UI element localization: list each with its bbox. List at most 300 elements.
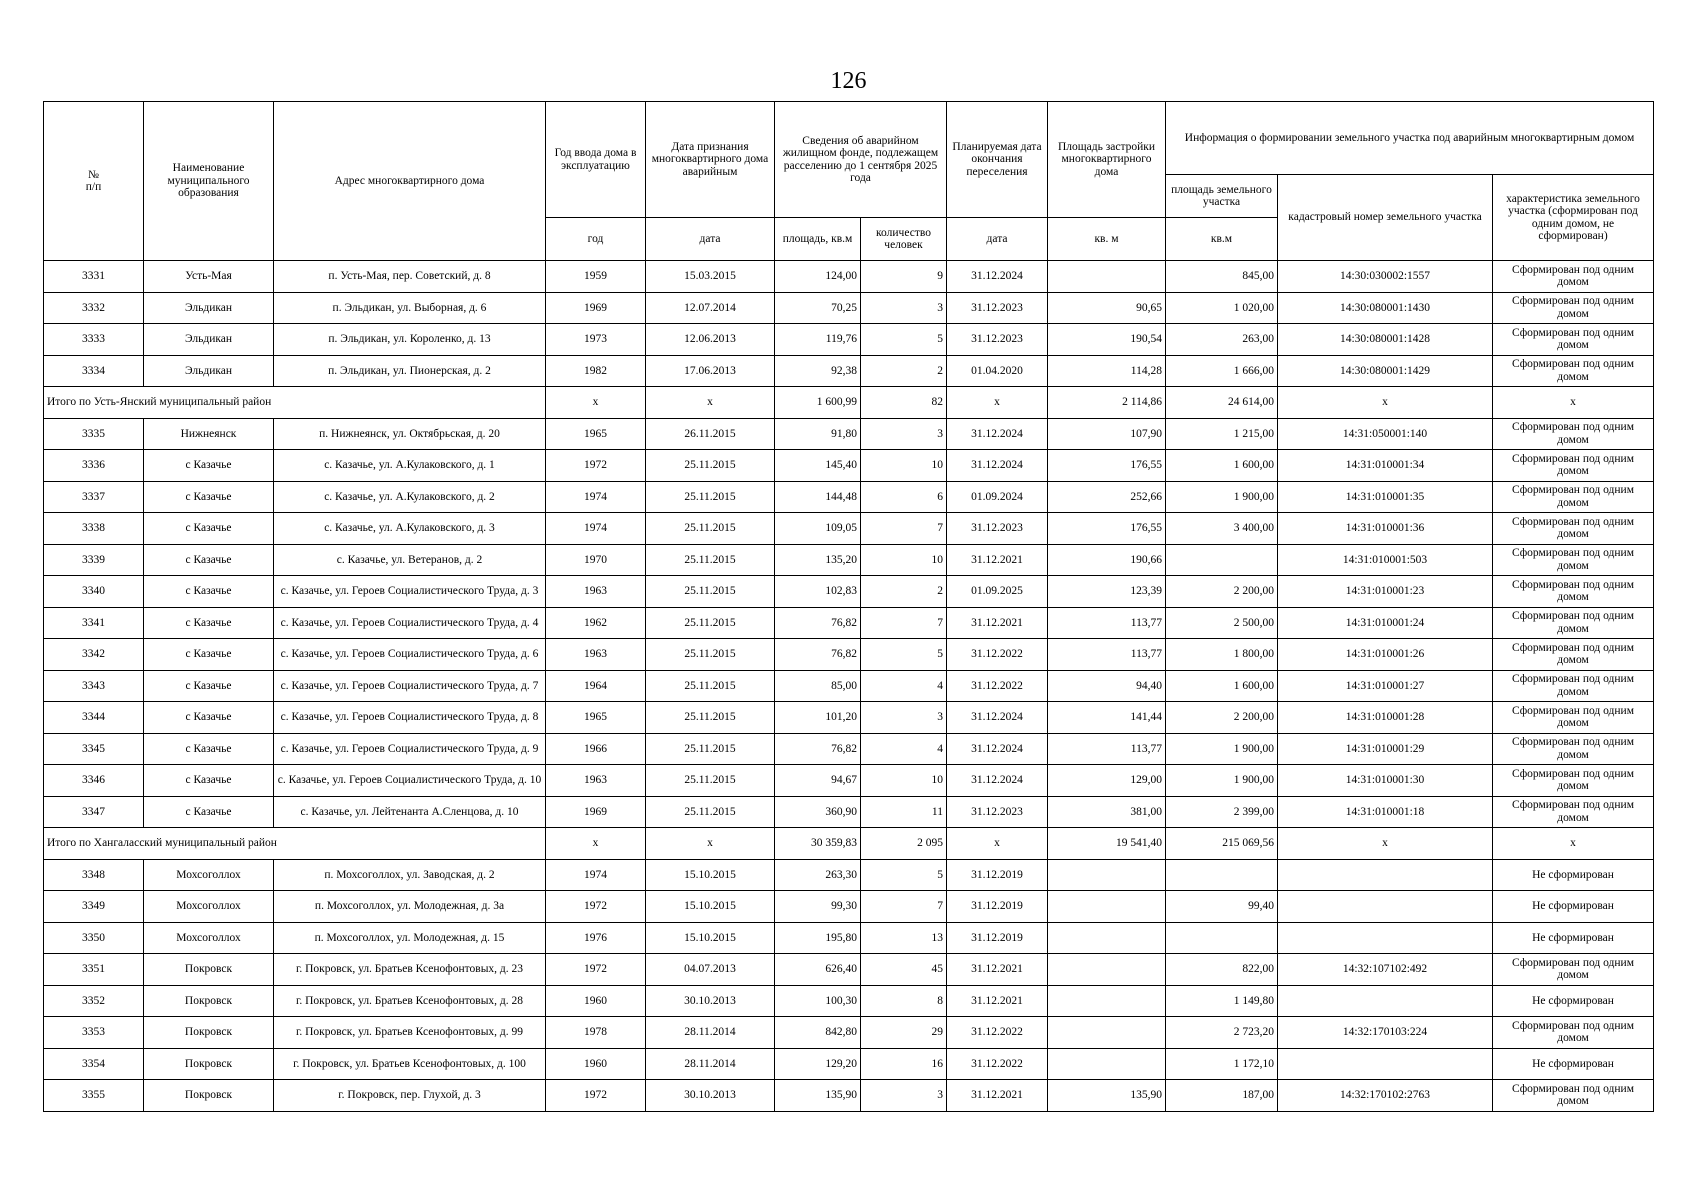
cell-year: 1972 (546, 1080, 646, 1112)
cell-footprint: 113,77 (1048, 639, 1166, 671)
cell-footprint: 94,40 (1048, 670, 1166, 702)
cell-num: 3337 (44, 481, 144, 513)
table-row (44, 859, 1654, 891)
table-row (44, 765, 1654, 797)
cell-date: 28.11.2014 (646, 1017, 775, 1049)
table-row (44, 355, 1654, 387)
cell-land-char: Сформирован под одним домом (1493, 954, 1654, 986)
cell-footprint: 113,77 (1048, 733, 1166, 765)
cell-date: 25.11.2015 (646, 702, 775, 734)
table-row (44, 513, 1654, 545)
cell-land-area: 1 666,00 (1166, 355, 1278, 387)
cell-address: п. Эльдикан, ул. Выборная, д. 6 (274, 292, 546, 324)
cell-area: 124,00 (775, 261, 861, 293)
cell-date: 15.03.2015 (646, 261, 775, 293)
cell-date: 30.10.2013 (646, 985, 775, 1017)
cell-address: г. Покровск, ул. Братьев Ксенофонтовых, д. 23 (274, 954, 546, 986)
cell-municipality: с Казачье (144, 639, 274, 671)
total-label: Итого по Хангаласский муниципальный район (44, 828, 546, 860)
cell-municipality: Покровск (144, 1017, 274, 1049)
cell-land-char: Сформирован под одним домом (1493, 418, 1654, 450)
cell-footprint (1048, 922, 1166, 954)
cell-people: 4 (861, 733, 947, 765)
cell-year: 1960 (546, 1048, 646, 1080)
cell-land-char: Сформирован под одним домом (1493, 607, 1654, 639)
cell-end-date: 31.12.2023 (947, 292, 1048, 324)
cell-address: г. Покровск, ул. Братьев Ксенофонтовых, д. 100 (274, 1048, 546, 1080)
header-footprint: Площадь застройки многоквартирного дома (1048, 102, 1166, 218)
cell-area: 119,76 (775, 324, 861, 356)
cell-end-date: 31.12.2024 (947, 450, 1048, 482)
cell-year: 1962 (546, 607, 646, 639)
cell-date: 25.11.2015 (646, 450, 775, 482)
cell-date: 25.11.2015 (646, 733, 775, 765)
cell-area: 100,30 (775, 985, 861, 1017)
cell-municipality: Эльдикан (144, 324, 274, 356)
cell-year: x (546, 387, 646, 419)
cell-area: 1 600,99 (775, 387, 861, 419)
header-num: № п/п (44, 102, 144, 261)
table-row (44, 891, 1654, 923)
cell-year: 1963 (546, 576, 646, 608)
cell-cadastral: 14:30:080001:1428 (1278, 324, 1493, 356)
cell-address: с. Казачье, ул. Героев Социалистического Труда, д. 10 (274, 765, 546, 797)
cell-land-area: 187,00 (1166, 1080, 1278, 1112)
cell-address: п. Мохсоголлох, ул. Заводская, д. 2 (274, 859, 546, 891)
cell-num: 3353 (44, 1017, 144, 1049)
cell-date: x (646, 828, 775, 860)
cell-date: 15.10.2015 (646, 922, 775, 954)
cell-area: 842,80 (775, 1017, 861, 1049)
cell-num: 3345 (44, 733, 144, 765)
cell-address: г. Покровск, пер. Глухой, д. 3 (274, 1080, 546, 1112)
cell-municipality: Покровск (144, 985, 274, 1017)
cell-municipality: Покровск (144, 1080, 274, 1112)
cell-area: 30 359,83 (775, 828, 861, 860)
table-row (44, 1048, 1654, 1080)
cell-num: 3349 (44, 891, 144, 923)
cell-year: 1982 (546, 355, 646, 387)
cell-cadastral: x (1278, 828, 1493, 860)
cell-area: 263,30 (775, 859, 861, 891)
cell-num: 3338 (44, 513, 144, 545)
cell-date: 25.11.2015 (646, 607, 775, 639)
cell-address: с. Казачье, ул. Героев Социалистического Труда, д. 4 (274, 607, 546, 639)
cell-address: с. Казачье, ул. Лейтенанта А.Сленцова, д. 10 (274, 796, 546, 828)
cell-area: 145,40 (775, 450, 861, 482)
cell-address: с. Казачье, ул. А.Кулаковского, д. 1 (274, 450, 546, 482)
table-row (44, 544, 1654, 576)
cell-land-char: Сформирован под одним домом (1493, 670, 1654, 702)
cell-address: с. Казачье, ул. Героев Социалистического Труда, д. 7 (274, 670, 546, 702)
cell-land-char: Сформирован под одним домом (1493, 481, 1654, 513)
cell-num: 3336 (44, 450, 144, 482)
cell-year: 1960 (546, 985, 646, 1017)
cell-end-date: 31.12.2022 (947, 639, 1048, 671)
cell-footprint: 176,55 (1048, 513, 1166, 545)
cell-end-date: 31.12.2021 (947, 607, 1048, 639)
cell-year: 1974 (546, 481, 646, 513)
cell-people: 13 (861, 922, 947, 954)
cell-address: п. Нижнеянск, ул. Октябрьская, д. 20 (274, 418, 546, 450)
cell-num: 3343 (44, 670, 144, 702)
cell-end-date: 31.12.2024 (947, 702, 1048, 734)
cell-municipality: с Казачье (144, 576, 274, 608)
cell-year: 1970 (546, 544, 646, 576)
cell-date: 30.10.2013 (646, 1080, 775, 1112)
cell-cadastral: 14:31:010001:24 (1278, 607, 1493, 639)
cell-end-date: 31.12.2022 (947, 1048, 1048, 1080)
cell-end-date: 31.12.2019 (947, 891, 1048, 923)
unit-sqm2: кв.м (1166, 218, 1278, 261)
cell-year: 1972 (546, 891, 646, 923)
cell-end-date: 31.12.2021 (947, 985, 1048, 1017)
unit-date: дата (646, 218, 775, 261)
cell-num: 3339 (44, 544, 144, 576)
cell-area: 102,83 (775, 576, 861, 608)
cell-num: 3347 (44, 796, 144, 828)
cell-end-date: 31.12.2024 (947, 765, 1048, 797)
cell-people: 7 (861, 513, 947, 545)
cell-people: 11 (861, 796, 947, 828)
cell-address: г. Покровск, ул. Братьев Ксенофонтовых, д. 28 (274, 985, 546, 1017)
cell-area: 135,90 (775, 1080, 861, 1112)
cell-footprint: 113,77 (1048, 607, 1166, 639)
cell-num: 3333 (44, 324, 144, 356)
table-row (44, 607, 1654, 639)
cell-footprint (1048, 261, 1166, 293)
cell-area: 101,20 (775, 702, 861, 734)
table-row (44, 576, 1654, 608)
cell-footprint: 90,65 (1048, 292, 1166, 324)
cell-end-date: 31.12.2019 (947, 922, 1048, 954)
table-row (44, 1080, 1654, 1112)
cell-year: 1978 (546, 1017, 646, 1049)
table-row (44, 670, 1654, 702)
cell-cadastral (1278, 859, 1493, 891)
cell-num: 3354 (44, 1048, 144, 1080)
cell-land-area: 845,00 (1166, 261, 1278, 293)
cell-year: 1974 (546, 859, 646, 891)
cell-date: 25.11.2015 (646, 670, 775, 702)
cell-area: 360,90 (775, 796, 861, 828)
cell-footprint: 135,90 (1048, 1080, 1166, 1112)
cell-people: 5 (861, 639, 947, 671)
table-row (44, 261, 1654, 293)
cell-area: 94,67 (775, 765, 861, 797)
cell-num: 3351 (44, 954, 144, 986)
table-row (44, 702, 1654, 734)
cell-num: 3344 (44, 702, 144, 734)
cell-year: 1974 (546, 513, 646, 545)
cell-date: 26.11.2015 (646, 418, 775, 450)
cell-land-area: 1 172,10 (1166, 1048, 1278, 1080)
cell-land-area: 1 900,00 (1166, 481, 1278, 513)
cell-land-area: 1 900,00 (1166, 765, 1278, 797)
cell-cadastral: 14:31:010001:34 (1278, 450, 1493, 482)
cell-land-char: Сформирован под одним домом (1493, 513, 1654, 545)
header-municipality: Наименование муниципального образования (144, 102, 274, 261)
cell-people: 2 (861, 355, 947, 387)
cell-land-char: Не сформирован (1493, 985, 1654, 1017)
cell-area: 76,82 (775, 733, 861, 765)
table-body (44, 261, 1654, 1112)
cell-people: 10 (861, 544, 947, 576)
cell-end-date: 31.12.2021 (947, 1080, 1048, 1112)
cell-footprint: 141,44 (1048, 702, 1166, 734)
cell-area: 85,00 (775, 670, 861, 702)
cell-land-area: 24 614,00 (1166, 387, 1278, 419)
cell-address: п. Усть-Мая, пер. Советский, д. 8 (274, 261, 546, 293)
cell-cadastral: 14:30:080001:1430 (1278, 292, 1493, 324)
cell-end-date: 31.12.2023 (947, 796, 1048, 828)
cell-footprint: 190,66 (1048, 544, 1166, 576)
table-row (44, 639, 1654, 671)
cell-land-char: Сформирован под одним домом (1493, 576, 1654, 608)
cell-address: п. Эльдикан, ул. Короленко, д. 13 (274, 324, 546, 356)
cell-year: 1966 (546, 733, 646, 765)
cell-address: с. Казачье, ул. Героев Социалистического Труда, д. 8 (274, 702, 546, 734)
cell-num: 3350 (44, 922, 144, 954)
header-year-built: Год ввода дома в эксплуатацию (546, 102, 646, 218)
unit-sqm: кв. м (1048, 218, 1166, 261)
table-row (44, 796, 1654, 828)
table-row (44, 324, 1654, 356)
cell-land-char: Сформирован под одним домом (1493, 292, 1654, 324)
header-land-area: площадь земельного участка (1166, 175, 1278, 218)
cell-year: 1976 (546, 922, 646, 954)
cell-land-char: Сформирован под одним домом (1493, 796, 1654, 828)
cell-end-date: x (947, 828, 1048, 860)
cell-area: 135,20 (775, 544, 861, 576)
cell-area: 70,25 (775, 292, 861, 324)
cell-land-char: Сформирован под одним домом (1493, 355, 1654, 387)
cell-cadastral: 14:32:170103:224 (1278, 1017, 1493, 1049)
cell-area: 195,80 (775, 922, 861, 954)
cell-num: 3341 (44, 607, 144, 639)
cell-land-area: 1 600,00 (1166, 670, 1278, 702)
table-header (44, 102, 1654, 261)
cell-municipality: с Казачье (144, 544, 274, 576)
cell-end-date: x (947, 387, 1048, 419)
unit-people: количество человек (861, 218, 947, 261)
cell-footprint (1048, 1017, 1166, 1049)
table-row (44, 481, 1654, 513)
cell-date: 15.10.2015 (646, 859, 775, 891)
emergency-housing-table (43, 101, 1654, 1112)
cell-cadastral: 14:30:080001:1429 (1278, 355, 1493, 387)
cell-date: 25.11.2015 (646, 765, 775, 797)
cell-date: 15.10.2015 (646, 891, 775, 923)
table-row (44, 450, 1654, 482)
cell-num: 3331 (44, 261, 144, 293)
cell-land-char: Сформирован под одним домом (1493, 450, 1654, 482)
cell-land-area: 2 500,00 (1166, 607, 1278, 639)
cell-people: 3 (861, 702, 947, 734)
table-row (44, 418, 1654, 450)
cell-date: 25.11.2015 (646, 544, 775, 576)
cell-end-date: 31.12.2024 (947, 261, 1048, 293)
cell-date: 25.11.2015 (646, 513, 775, 545)
cell-area: 76,82 (775, 639, 861, 671)
cell-cadastral: 14:31:050001:140 (1278, 418, 1493, 450)
cell-land-area: 1 800,00 (1166, 639, 1278, 671)
cell-cadastral: 14:31:010001:503 (1278, 544, 1493, 576)
cell-area: 99,30 (775, 891, 861, 923)
table-row (44, 733, 1654, 765)
cell-date: 12.06.2013 (646, 324, 775, 356)
cell-end-date: 31.12.2024 (947, 418, 1048, 450)
cell-people: 82 (861, 387, 947, 419)
cell-end-date: 31.12.2022 (947, 670, 1048, 702)
cell-municipality: с Казачье (144, 702, 274, 734)
cell-year: 1965 (546, 418, 646, 450)
cell-municipality: с Казачье (144, 607, 274, 639)
cell-year: 1964 (546, 670, 646, 702)
cell-land-area: 99,40 (1166, 891, 1278, 923)
cell-cadastral: 14:32:107102:492 (1278, 954, 1493, 986)
cell-municipality: Мохсоголлох (144, 891, 274, 923)
cell-footprint: 107,90 (1048, 418, 1166, 450)
cell-end-date: 31.12.2021 (947, 954, 1048, 986)
cell-municipality: Эльдикан (144, 292, 274, 324)
cell-cadastral: 14:31:010001:29 (1278, 733, 1493, 765)
cell-municipality: с Казачье (144, 481, 274, 513)
cell-land-area: 822,00 (1166, 954, 1278, 986)
cell-date: 25.11.2015 (646, 796, 775, 828)
cell-cadastral (1278, 922, 1493, 954)
table-row (44, 1017, 1654, 1049)
cell-cadastral: 14:31:010001:27 (1278, 670, 1493, 702)
cell-cadastral: 14:31:010001:36 (1278, 513, 1493, 545)
cell-land-char: Не сформирован (1493, 1048, 1654, 1080)
cell-footprint: 176,55 (1048, 450, 1166, 482)
cell-land-char: Сформирован под одним домом (1493, 261, 1654, 293)
cell-cadastral: 14:31:010001:30 (1278, 765, 1493, 797)
cell-end-date: 31.12.2021 (947, 544, 1048, 576)
cell-end-date: 31.12.2023 (947, 324, 1048, 356)
header-planned-end: Планируемая дата окончания переселения (947, 102, 1048, 218)
cell-municipality: с Казачье (144, 513, 274, 545)
cell-people: 3 (861, 292, 947, 324)
cell-address: п. Мохсоголлох, ул. Молодежная, д. 15 (274, 922, 546, 954)
cell-date: 12.07.2014 (646, 292, 775, 324)
cell-date: 25.11.2015 (646, 576, 775, 608)
cell-address: п. Эльдикан, ул. Пионерская, д. 2 (274, 355, 546, 387)
cell-municipality: с Казачье (144, 796, 274, 828)
cell-address: с. Казачье, ул. Героев Социалистического Труда, д. 9 (274, 733, 546, 765)
cell-address: с. Казачье, ул. Ветеранов, д. 2 (274, 544, 546, 576)
cell-num: 3340 (44, 576, 144, 608)
cell-land-area: 3 400,00 (1166, 513, 1278, 545)
cell-year: x (546, 828, 646, 860)
cell-people: 10 (861, 765, 947, 797)
cell-end-date: 01.09.2024 (947, 481, 1048, 513)
cell-people: 45 (861, 954, 947, 986)
cell-footprint: 252,66 (1048, 481, 1166, 513)
cell-date: x (646, 387, 775, 419)
cell-land-area: 2 399,00 (1166, 796, 1278, 828)
cell-cadastral (1278, 985, 1493, 1017)
cell-people: 6 (861, 481, 947, 513)
cell-people: 7 (861, 891, 947, 923)
cell-year: 1963 (546, 765, 646, 797)
cell-people: 3 (861, 1080, 947, 1112)
cell-municipality: Эльдикан (144, 355, 274, 387)
cell-num: 3355 (44, 1080, 144, 1112)
header-emergency-date: Дата признания многоквартирного дома аварийным (646, 102, 775, 218)
cell-end-date: 31.12.2019 (947, 859, 1048, 891)
cell-footprint (1048, 985, 1166, 1017)
cell-address: с. Казачье, ул. А.Кулаковского, д. 2 (274, 481, 546, 513)
cell-year: 1973 (546, 324, 646, 356)
cell-cadastral: x (1278, 387, 1493, 419)
cell-land-char: Не сформирован (1493, 891, 1654, 923)
cell-municipality: с Казачье (144, 670, 274, 702)
cell-end-date: 01.09.2025 (947, 576, 1048, 608)
cell-land-area: 2 200,00 (1166, 576, 1278, 608)
cell-footprint: 19 541,40 (1048, 828, 1166, 860)
cell-municipality: Нижнеянск (144, 418, 274, 450)
cell-date: 17.06.2013 (646, 355, 775, 387)
cell-land-char: Не сформирован (1493, 922, 1654, 954)
cell-people: 16 (861, 1048, 947, 1080)
table-row (44, 954, 1654, 986)
cell-footprint: 190,54 (1048, 324, 1166, 356)
cell-land-area: 263,00 (1166, 324, 1278, 356)
cell-municipality: Покровск (144, 954, 274, 986)
cell-address: с. Казачье, ул. Героев Социалистического Труда, д. 6 (274, 639, 546, 671)
cell-year: 1965 (546, 702, 646, 734)
cell-people: 3 (861, 418, 947, 450)
cell-year: 1969 (546, 292, 646, 324)
cell-year: 1972 (546, 450, 646, 482)
cell-cadastral: 14:30:030002:1557 (1278, 261, 1493, 293)
cell-land-char: Сформирован под одним домом (1493, 765, 1654, 797)
cell-footprint: 2 114,86 (1048, 387, 1166, 419)
cell-end-date: 31.12.2022 (947, 1017, 1048, 1049)
cell-cadastral: 14:31:010001:35 (1278, 481, 1493, 513)
cell-footprint: 381,00 (1048, 796, 1166, 828)
cell-people: 5 (861, 859, 947, 891)
cell-year: 1963 (546, 639, 646, 671)
header-housing-info: Сведения об аварийном жилищном фонде, подлежащем расселению до 1 сентября 2025 года (775, 102, 947, 218)
cell-footprint (1048, 954, 1166, 986)
cell-year: 1972 (546, 954, 646, 986)
cell-date: 25.11.2015 (646, 481, 775, 513)
cell-land-area (1166, 859, 1278, 891)
cell-land-char: Сформирован под одним домом (1493, 733, 1654, 765)
cell-cadastral (1278, 891, 1493, 923)
cell-cadastral: 14:31:010001:23 (1278, 576, 1493, 608)
header-land-info: Информация о формировании земельного участка под аварийным многоквартирным домом (1166, 102, 1654, 175)
cell-footprint: 129,00 (1048, 765, 1166, 797)
cell-land-char: Не сформирован (1493, 859, 1654, 891)
cell-land-area: 1 600,00 (1166, 450, 1278, 482)
unit-date2: дата (947, 218, 1048, 261)
cell-date: 04.07.2013 (646, 954, 775, 986)
cell-date: 28.11.2014 (646, 1048, 775, 1080)
cell-land-char: Сформирован под одним домом (1493, 639, 1654, 671)
cell-footprint: 123,39 (1048, 576, 1166, 608)
cell-date: 25.11.2015 (646, 639, 775, 671)
cell-num: 3346 (44, 765, 144, 797)
cell-land-area: 1 215,00 (1166, 418, 1278, 450)
cell-end-date: 31.12.2023 (947, 513, 1048, 545)
cell-footprint: 114,28 (1048, 355, 1166, 387)
cell-land-area: 215 069,56 (1166, 828, 1278, 860)
cell-address: п. Мохсоголлох, ул. Молодежная, д. 3а (274, 891, 546, 923)
